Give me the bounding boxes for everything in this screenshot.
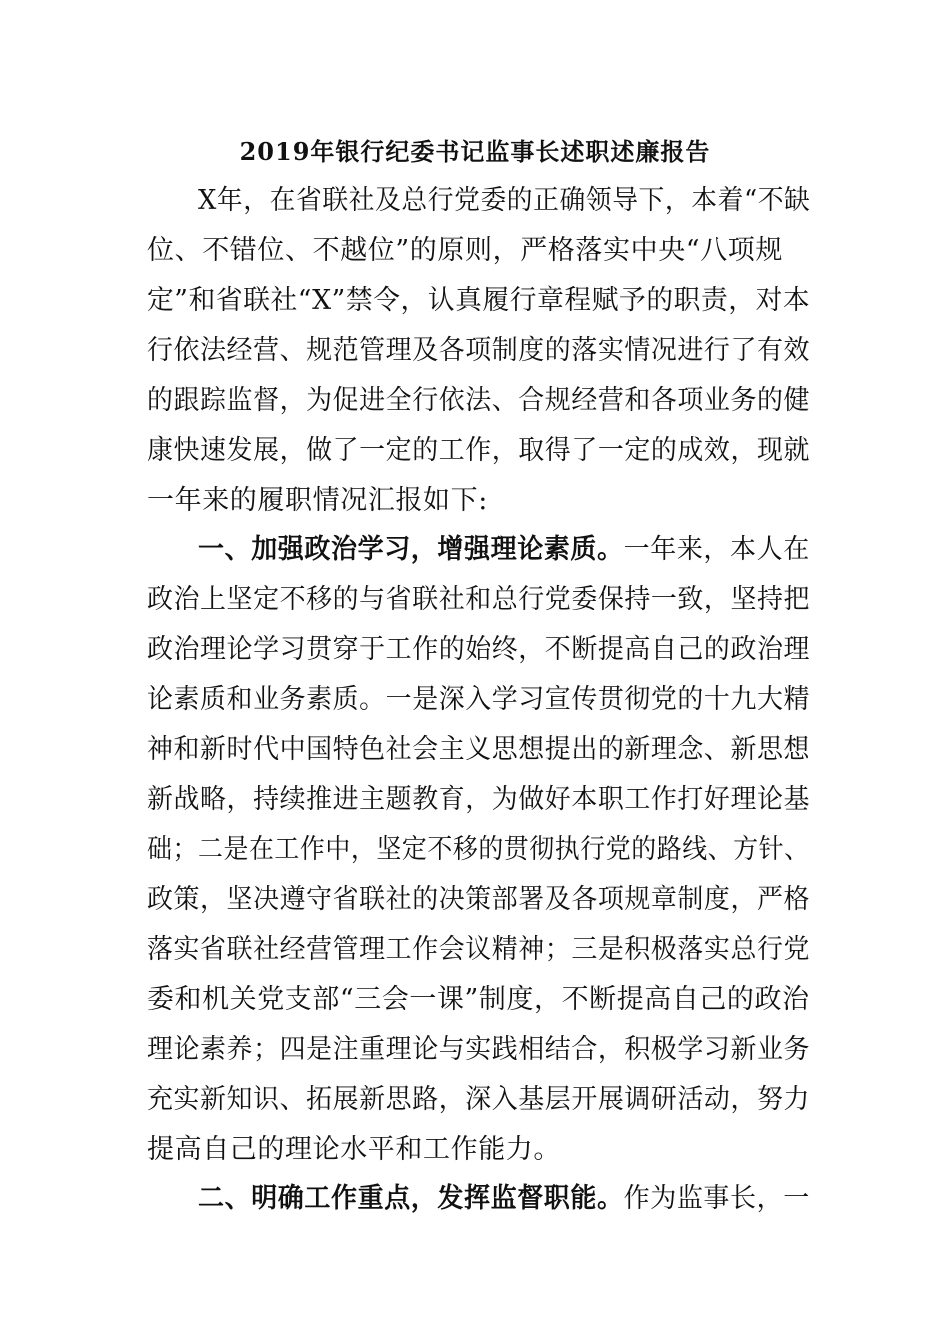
section1-line-12: 充实新知识、拓展新思路，深入基层开展调研活动，努力: [147, 1084, 810, 1115]
intro-line-7: 一年来的履职情况汇报如下:: [147, 485, 488, 516]
intro-line-4: 行依法经营、规范管理及各项制度的落实情况进行了有效: [147, 335, 810, 366]
document-title: 2019年银行纪委书记监事长述职述廉报告: [239, 137, 711, 166]
section1-line-11: 理论素养；四是注重理论与实践相结合，积极学习新业务: [147, 1034, 810, 1065]
intro-line-5: 的跟踪监督，为促进全行依法、合规经营和各项业务的健: [147, 385, 810, 416]
section1-line-10: 委和机关党支部“三会一课”制度，不断提高自己的政治: [147, 984, 810, 1015]
section1-line-13: 提高自己的理论水平和工作能力。: [147, 1134, 561, 1165]
section1-line-3: 政治理论学习贯穿于工作的始终，不断提高自己的政治理: [147, 634, 810, 665]
section1-first-line-text: 一年来，本人在: [623, 534, 810, 565]
section1-line-8: 政策，坚决遵守省联社的决策部署及各项规章制度，严格: [147, 884, 810, 915]
section1-line-2: 政治上坚定不移的与省联社和总行党委保持一致，坚持把: [147, 584, 810, 615]
section1-heading: 一、加强政治学习，增强理论素质。: [198, 534, 624, 565]
section1-first-line: [198, 525, 810, 575]
section2-first-line-text: 作为监事长，一: [623, 1183, 810, 1214]
section1-line-4: 论素质和业务素质。一是深入学习宣传贯彻党的十九大精: [147, 684, 810, 715]
section2-first-line: [198, 1174, 810, 1224]
section1-line-7: 础；二是在工作中，坚定不移的贯彻执行党的路线、方针、: [147, 834, 810, 865]
intro-line-1: X年，在省联社及总行党委的正确领导下，本着“不缺: [198, 185, 811, 216]
section1-line-9: 落实省联社经营管理工作会议精神；三是积极落实总行党: [147, 934, 810, 965]
intro-line-3: 定”和省联社“X”禁令，认真履行章程赋予的职责，对本: [147, 285, 811, 316]
intro-line-2: 位、不错位、不越位”的原则，严格落实中央“八项规: [147, 235, 784, 266]
section1-line-6: 新战略，持续推进主题教育，为做好本职工作打好理论基: [147, 784, 810, 815]
section2-heading: 二、明确工作重点，发挥监督职能。: [198, 1183, 624, 1214]
section1-line-5: 神和新时代中国特色社会主义思想提出的新理念、新思想: [147, 734, 810, 765]
intro-line-6: 康快速发展，做了一定的工作，取得了一定的成效，现就: [147, 435, 810, 466]
